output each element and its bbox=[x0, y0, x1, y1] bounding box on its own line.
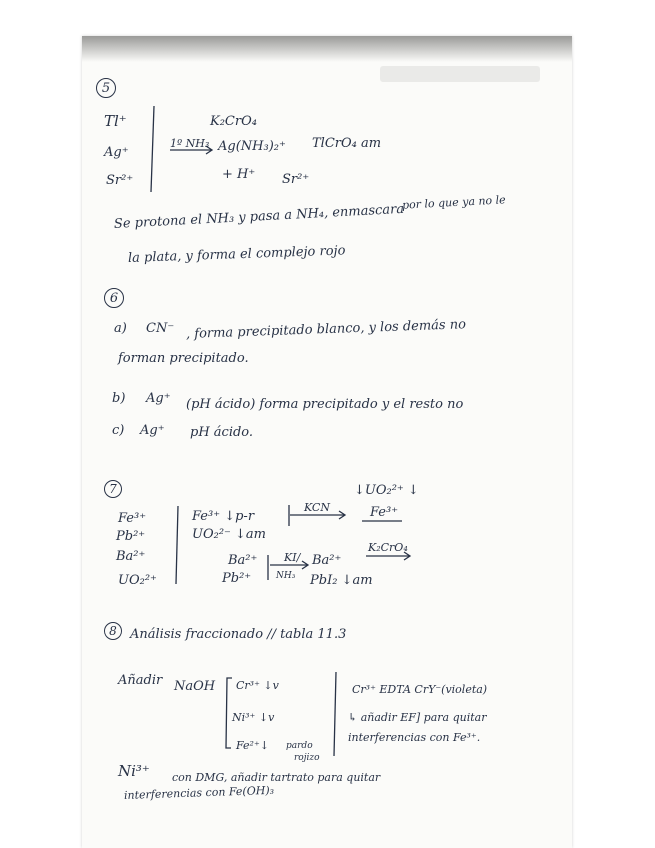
s6-number-circle bbox=[104, 288, 124, 308]
s8-fe-ppt: Fe²⁺↓ bbox=[236, 739, 269, 752]
s6-a-ion: CN⁻ bbox=[146, 321, 175, 336]
s7-ba: Ba²⁺ bbox=[228, 553, 258, 568]
s6-number: 6 bbox=[109, 290, 119, 306]
s5-ag-complex: Ag(NH₃)₂⁺ bbox=[218, 139, 286, 154]
s5-sr-result: Sr²⁺ bbox=[282, 172, 310, 187]
s8-divider-line bbox=[334, 672, 336, 756]
s7-ion-uo2: UO₂²⁺ bbox=[118, 573, 157, 588]
s5-number-circle bbox=[96, 78, 116, 98]
s7-number: 7 bbox=[109, 482, 117, 496]
s7-k2cro4: K₂CrO₄ bbox=[368, 541, 408, 554]
s8-naoh: NaOH bbox=[174, 679, 216, 694]
s5-note-line-1: por lo que ya no le bbox=[401, 193, 506, 212]
s6-b-label: b) bbox=[112, 391, 126, 406]
s5-divider-line bbox=[151, 106, 154, 192]
s5-ion-sr: Sr²⁺ bbox=[106, 173, 134, 188]
s5-hplus: + H⁺ bbox=[222, 167, 256, 182]
s8-ni-ppt: Ni³⁺ ↓v bbox=[232, 711, 275, 724]
s8-edta-line: Cr³⁺ EDTA CrY⁻(violeta) bbox=[352, 683, 488, 696]
s6-a-text-1: , forma precipitado blanco, y los demás no bbox=[185, 317, 467, 342]
s7-ion-fe: Fe³⁺ bbox=[118, 511, 147, 526]
s8-title: Análisis fraccionado // tabla 11.3 bbox=[130, 627, 347, 642]
s5-ion-ag: Ag⁺ bbox=[104, 145, 129, 160]
s5-reagent-k2cro4: K₂CrO₄ bbox=[210, 114, 257, 129]
s6-b-ion: Ag⁺ bbox=[146, 391, 171, 406]
s8-interf-text: interferencias con Fe(OH)₃ bbox=[123, 783, 275, 802]
s8-ni-ion: Ni³⁺ bbox=[118, 762, 150, 780]
s7-ion-pb: Pb²⁺ bbox=[116, 529, 146, 544]
s7-ki: KI/ bbox=[284, 551, 301, 564]
s8-pardo: pardo bbox=[286, 741, 313, 751]
s8-cr-ppt: Cr³⁺ ↓v bbox=[236, 679, 279, 692]
s6-a-label: a) bbox=[114, 321, 127, 336]
s7-number-circle bbox=[104, 480, 122, 498]
s7-ion-ba: Ba²⁺ bbox=[116, 549, 146, 564]
s8-interferencias-line: interferencias con Fe³⁺. bbox=[348, 731, 481, 744]
s7-nh3: NH₃ bbox=[276, 571, 296, 581]
s6-c-label: c) bbox=[112, 423, 125, 438]
s7-kcn: KCN bbox=[304, 501, 330, 514]
s8-anadir: Añadir bbox=[118, 673, 163, 688]
s8-anadir-line: ↳ añadir EF] para quitar bbox=[348, 711, 487, 724]
s5-note-line-3: la plata, y forma el complejo rojo bbox=[127, 243, 346, 266]
s7-fe-ppt: Fe³⁺ ↓p-r bbox=[192, 509, 255, 524]
s8-rojizo: rojizo bbox=[294, 753, 320, 763]
s8-number: 8 bbox=[109, 624, 117, 638]
s6-a-text-2: forman precipitado. bbox=[118, 351, 249, 366]
s6-c-text: pH ácido. bbox=[190, 425, 254, 440]
s6-c-ion: Ag⁺ bbox=[140, 423, 165, 438]
s7-uo2-ppt: UO₂²⁻ ↓am bbox=[192, 527, 267, 542]
s8-dmg-text: con DMG, añadir tartrato para quitar bbox=[172, 771, 381, 784]
s7-uo2-precipitate: ↓UO₂²⁺ ↓ bbox=[354, 483, 419, 498]
s5-note-line-2: Se protona el NH₃ y pasa a NH₄, enmascara bbox=[113, 201, 405, 232]
s7-pb: Pb²⁺ bbox=[222, 571, 252, 586]
s5-ion-tl: Tl⁺ bbox=[104, 112, 127, 130]
s7-divider-line bbox=[176, 506, 178, 584]
s5-number: 5 bbox=[101, 80, 111, 96]
s6-b-text: (pH ácido) forma precipitado y el resto no bbox=[186, 397, 464, 412]
s7-pbi2: PbI₂ ↓am bbox=[310, 573, 373, 588]
s7-fe-out: Fe³⁺ bbox=[370, 505, 399, 520]
s5-tl-result: TlCrO₄ am bbox=[312, 136, 382, 151]
s5-step-nh3: 1º NH₃ bbox=[170, 137, 210, 150]
s7-ba-2: Ba²⁺ bbox=[312, 553, 342, 568]
s8-number-circle bbox=[104, 622, 122, 640]
